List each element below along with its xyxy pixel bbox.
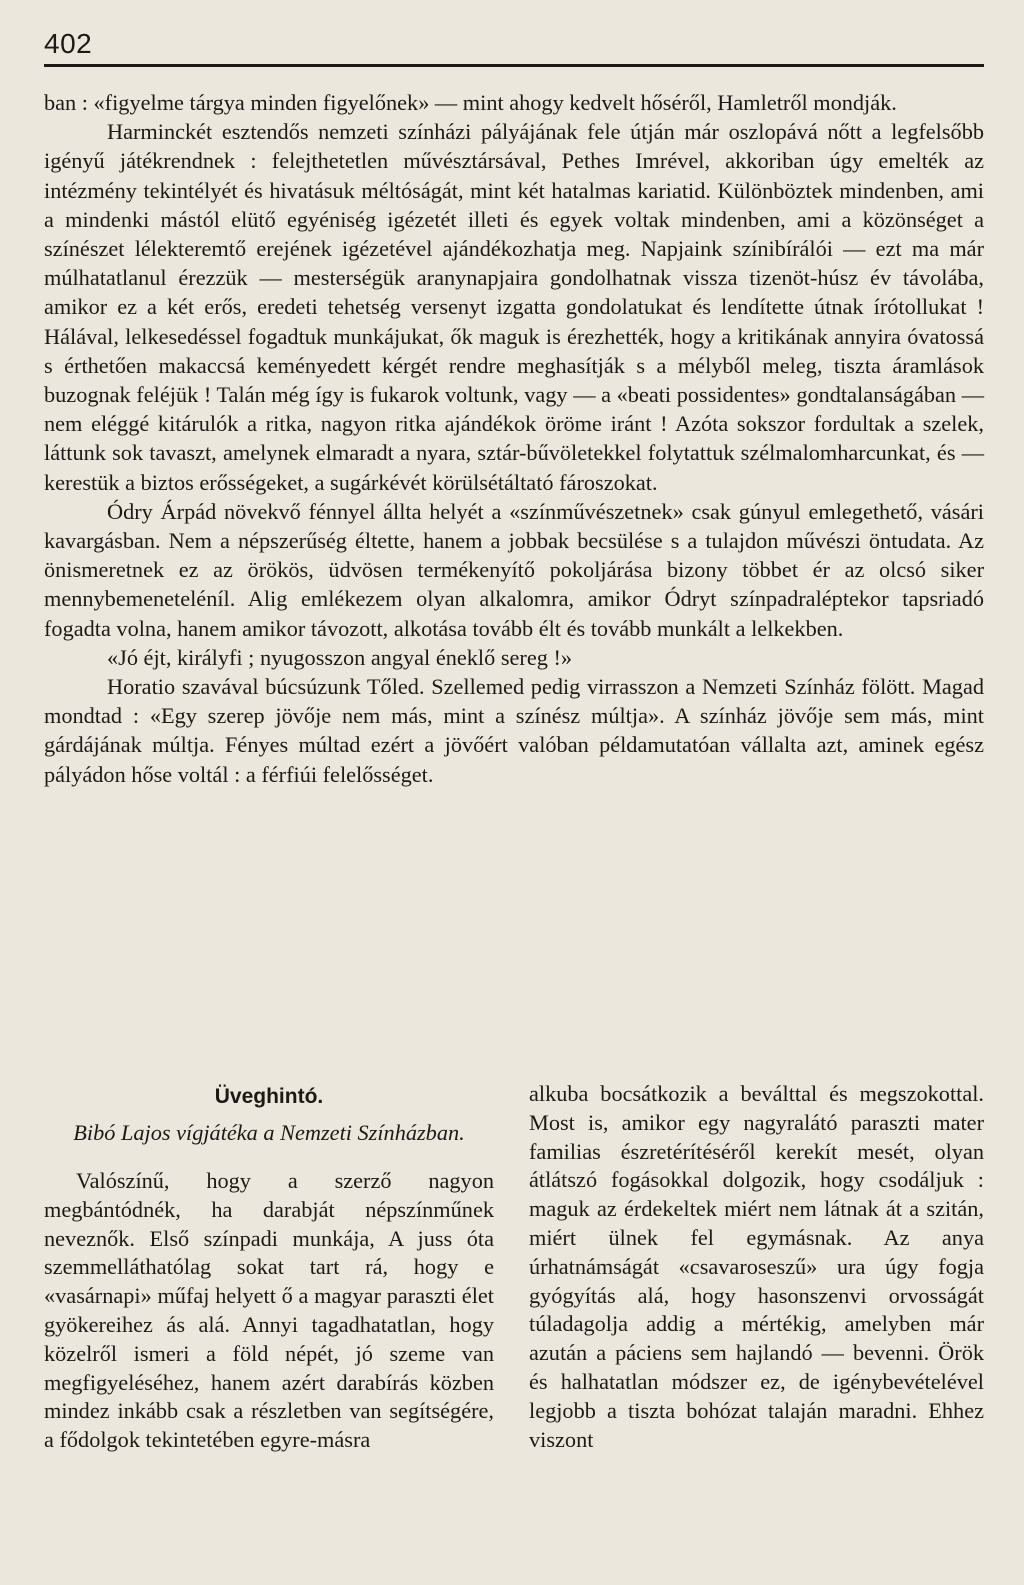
review-right-column <box>529 1080 984 1454</box>
review-left-body: Valószínű, hogy a szerző nagyon megbántódnék, ha darabját népszínműnek neveznők. Első színpadi munkája, A juss óta szemmelláthatólag sokat tart rá, hogy e «vasárnapi» műfaj helyett ő a magyar paraszti élet gyökereihez ás alá. Annyi tagadhatatlan, hogy közelről ismeri a föld népét, jó szeme van megfigyeléséhez, hanem azért darabírás közben mindez inkább csak a részletben van segítségére, a fődolgok tekintetében egyre-másra <box>44 1168 494 1453</box>
paragraph-1: ban : «figyelme tárgya minden figyelőnek» — mint ahogy kedvelt hőséről, Hamletről mondják. <box>44 90 897 115</box>
paragraph-3: Ódry Árpád növekvő fénnyel állta helyét a «színművészetnek» csak gúnyul emlegethető, vásári kavargásban. Nem a népszerűség éltette, hanem a jobbak becsülése s a tulajdon művészi öntudata. Az önismeretnek ez az örökös, üdvösen termékenyítő pokoljárása bizony többet ér az olcsó siker mennybemeneteléníl. Alig emlékezem olyan alkalomra, amikor Ódryt színpadraléptekor tapsriadó fogadta volna, hanem amikor távozott, alkotása tovább élt és tovább munkált a lelkekben. <box>44 498 984 641</box>
review-columns <box>44 1078 984 1558</box>
main-article-text <box>44 88 984 789</box>
paragraph-4-quote: «Jó éjt, királyfi ; nyugosszon angyal éneklő sereg !» <box>107 644 573 670</box>
header-rule <box>44 64 984 67</box>
paragraph-5: Horatio szavával búcsúzunk Tőled. Szellemed pedig virrasszon a Nemzeti Színház fölött. Magad mondtad : «Egy szerep jövője nem más, mint a színész múltja». A színház jövője sem más, mint gárdájának múltja. Fényes múltad ezért a jövőért valóban példamutatóan vállalta azt, aminek egész pályádon hőse voltál : a férfiúi felelősséget. <box>44 674 984 787</box>
review-title: Üveghintó. <box>214 1085 324 1108</box>
paragraph-2: Harminckét esztendős nemzeti színházi pályájának fele útján már oszlopává nőtt a legfelsőbb igényű játékrendnek : felejthetetlen művésztársával, Pethes Imrével, akkoriban úgy emelték az intézmény tekintélyét és hivatásuk méltóságát, mint két hatalmas kariatid. Különböztek mindenben, ami a mindenki mástól elütő egyéniség igézetét illeti és egyek voltak mindenben, ami a közönséget a színészet lélekteremtő erejének igézetével ajándékozhatja meg. Napjaink színibírálói — ezt ma már múlhatatlanul érezzük — mesterségük aranynapjaira gondolhatnak vissza tizenöt-húsz év távolába, amikor ez a két erős, eredeti tehetség versenyt izgatta gondolatukat és lendítette útnak írótollukat ! Hálával, lelkesedéssel fogadtuk munkájukat, ők maguk is érezhették, hogy a kritikának annyira óvatossá s érthetően makaccsá keményedett kérgét rendre meghasítják s a mélyből meleg, tiszta áramlások buzognak feléjük ! Talán még így is fukarok voltunk, vagy — a «beati possidentes» gondtalanságában — nem eléggé kitárulók a ritka, nagyon ritka ajándékok öröme iránt ! Azóta sokszor fordultak a szelek, láttunk sok tavaszt, amelynek elmaradt a nyara, sztár-bűvöletekkel folytattuk szélmalomharcunkat, és — kerestük a biztos erősségeket, a sugárkévét körülsétáltató fároszokat. <box>44 119 984 495</box>
review-left-column <box>44 1078 494 1455</box>
page-number: 402 <box>44 28 93 59</box>
review-right-body: alkuba bocsátkozik a beválttal és megszokottal. Most is, amikor egy nagyralátó paraszti mater familias észretérítéséről kerekít mesét, olyan átlátszó fogásokkal dolgozik, hogy csodáljuk : maguk az érdekeltek miért nem látnak át a szitán, miért ülnek fel egymásnak. Az anya úrhatnámságát «csavaroseszű» ura úgy fogja gyógyítás alá, hogy hasonszenvi orvosságát túladagolja addig a mértékig, amelyben már azután a páciens sem hajlandó — bevenni. Örök és halhatatlan módszer ez, de igénybevételével legjobb a tiszta bohózat talaján maradni. Ehhez viszont <box>529 1081 984 1452</box>
review-subtitle: Bibó Lajos vígjátéka a Nemzeti Színházban. <box>73 1120 465 1145</box>
